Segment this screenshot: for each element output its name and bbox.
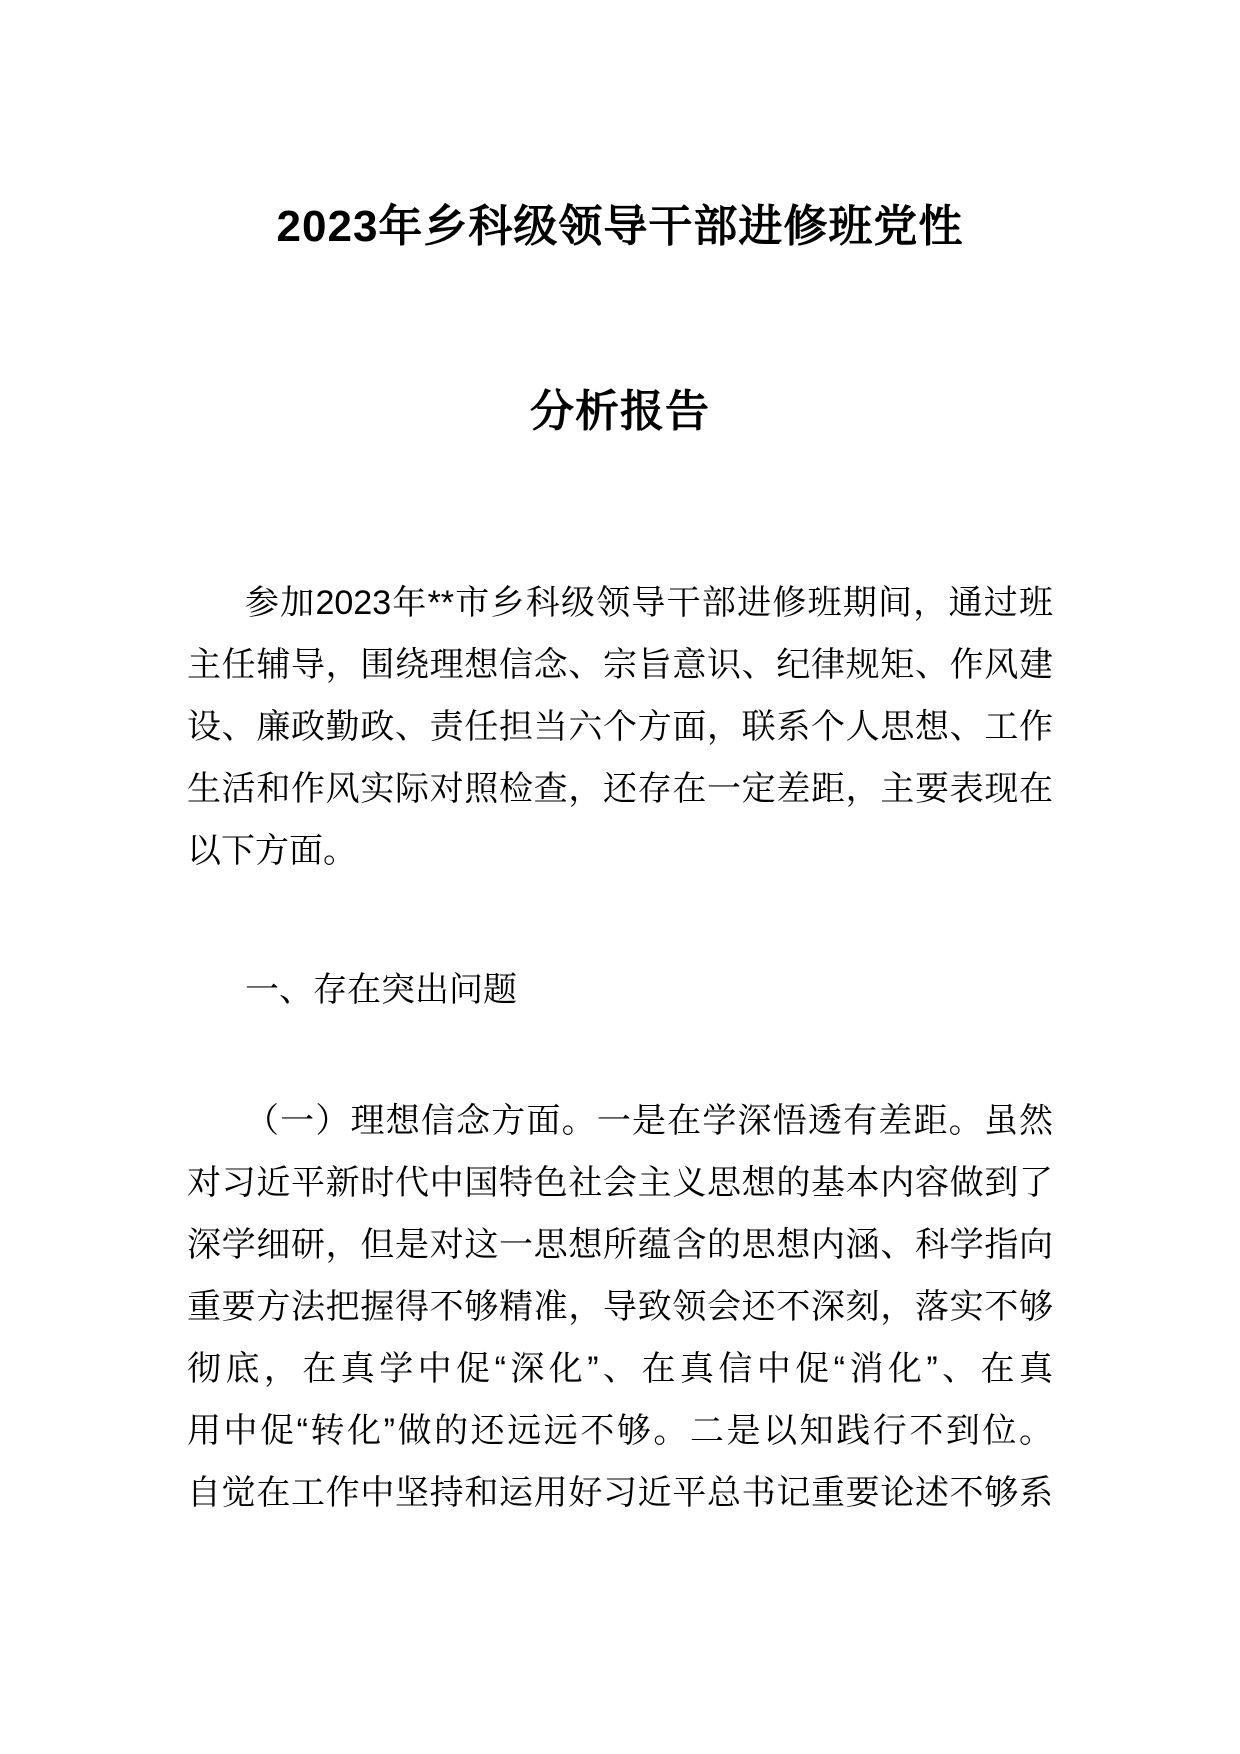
paragraph-2-line-5: 彻底，在真学中促“深化”、在真信中促“消化”、在真 — [187, 1350, 1053, 1388]
paragraph-2-line-1: （一）理想信念方面。一是在学深悟透有差距。虽然 — [245, 1102, 1053, 1140]
paragraph-2-line-2: 对习近平新时代中国特色社会主义思想的基本内容做到了 — [187, 1164, 1053, 1202]
paragraph-1-line-3: 设、廉政勤政、责任担当六个方面，联系个人思想、工作 — [187, 708, 1053, 746]
paragraph-2-line-3: 深学细研，但是对这一思想所蕴含的思想内涵、科学指向 — [187, 1226, 1053, 1264]
paragraph-1-line-1: 参加2023年**市乡科级领导干部进修班期间，通过班 — [245, 584, 1053, 622]
document-title-line-1: 2023年乡科级领导干部进修班党性 — [276, 202, 964, 251]
section-heading-block — [187, 959, 1053, 1021]
paragraph-2-line-6: 用中促“转化”做的还远远不够。二是以知践行不到位。 — [187, 1412, 1053, 1450]
document-title-line-2: 分析报告 — [530, 387, 710, 436]
paragraph-1-line-2: 主任辅导，围绕理想信念、宗旨意识、纪律规矩、作风建 — [187, 646, 1053, 684]
section-heading: 一、存在突出问题 — [245, 971, 517, 1009]
paragraph-2 — [187, 1090, 1053, 1524]
paragraph-2-line-7: 自觉在工作中坚持和运用好习近平总书记重要论述不够系 — [187, 1474, 1053, 1512]
paragraph-1-line-5: 以下方面。 — [187, 832, 357, 870]
paragraph-1 — [187, 572, 1053, 882]
paragraph-1-line-4: 生活和作风实际对照检查，还存在一定差距，主要表现在 — [187, 770, 1053, 808]
paragraph-2-line-4: 重要方法把握得不够精准，导致领会还不深刻，落实不够 — [187, 1288, 1053, 1326]
